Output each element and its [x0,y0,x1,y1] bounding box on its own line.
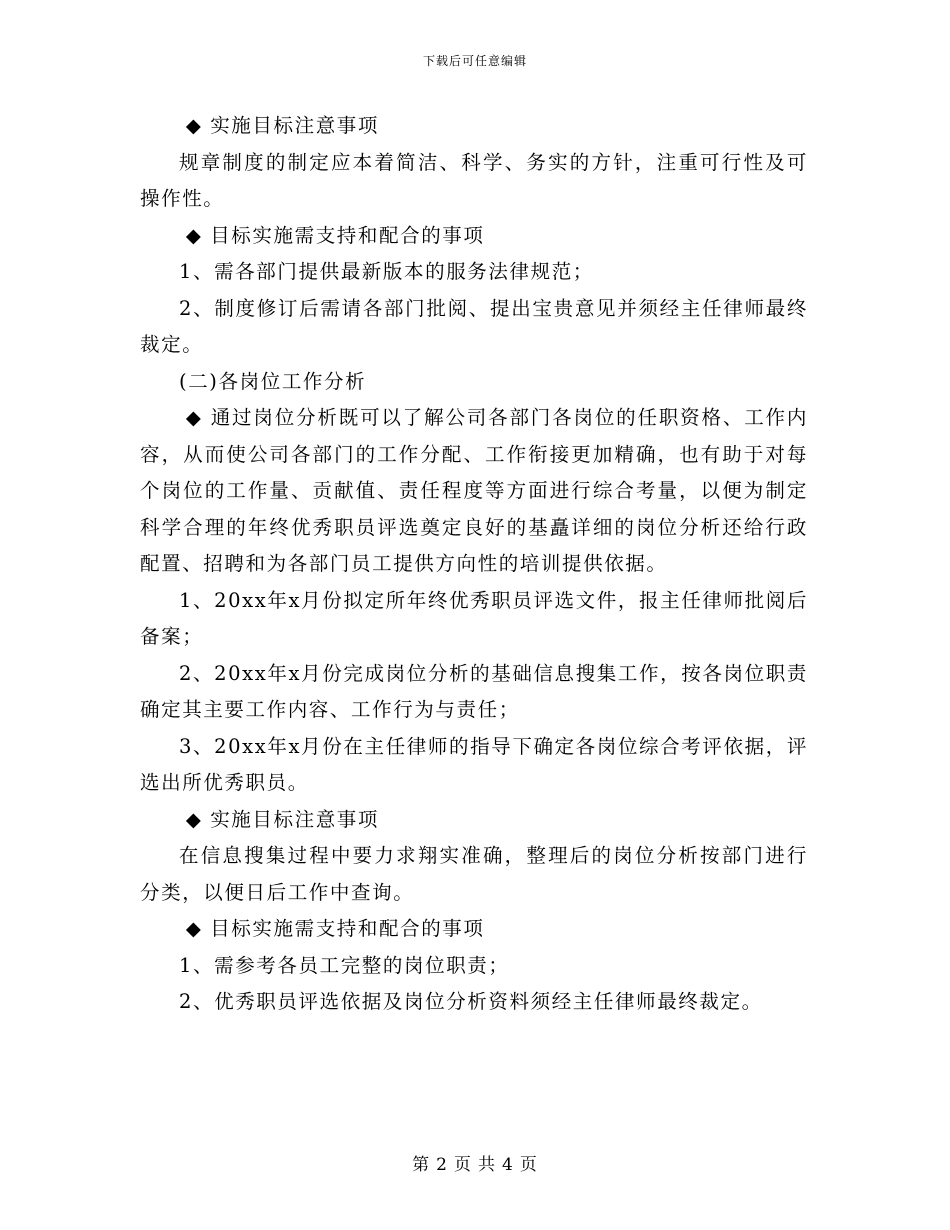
page-number-total: 4 [502,1155,514,1175]
list-item: 2、制度修订后需请各部门批阅、提出宝贵意见并须经主任律师最终裁定。 [140,296,808,356]
footer-label-gong: 共 [478,1155,496,1175]
paragraph-heading-support: ◆ 目标实施需支持和配合的事项 [185,223,485,247]
list-item: 2、优秀职员评选依据及岗位分析资料须经主任律师最终裁定。 [179,990,763,1013]
document-body [140,108,808,1021]
footer-label-ye: 页 [454,1155,472,1175]
page-header: 下载后可任意编辑 [422,54,527,68]
list-item: 3、20xx年x月份在主任律师的指导下确定各岗位综合考评依据，评选出所优秀职员。 [140,734,808,794]
list-item: 1、需各部门提供最新版本的服务法律规范； [179,260,594,283]
section-title: (二)各岗位工作分析 [179,369,367,393]
footer-label-di: 第 [412,1155,431,1175]
paragraph: 规章制度的制定应本着简洁、科学、务实的方针，注重可行性及可操作性。 [140,150,808,210]
paragraph-heading-notes: ◆ 实施目标注意事项 [185,114,380,137]
footer-label-ye2: 页 [519,1155,538,1175]
paragraph-heading-notes: ◆ 实施目标注意事项 [185,807,380,831]
list-item: 1、20xx年x月份拟定所年终优秀职员评选文件，报主任律师批阅后备案； [140,588,808,648]
list-item: 2、20xx年x月份完成岗位分析的基础信息搜集工作，按各岗位职责确定其主要工作内容、工作行为与责任； [140,661,808,721]
paragraph-heading-support: ◆ 目标实施需支持和配合的事项 [185,917,485,940]
paragraph: ◆ 通过岗位分析既可以了解公司各部门各岗位的任职资格、工作内容，从而使公司各部门的工作分配、工作衔接更加精确，也有助于对每个岗位的工作量、贡献值、责任程度等方面进行综合考量，以便为制定科学合理的年终优秀职员评选奠定良好的基矗详细的岗位分析还给行政配置、招聘和为各部门员工提供方向性的培训提供依据。 [140,406,808,575]
page-footer [0,1154,950,1176]
page-number-current: 2 [436,1155,448,1175]
paragraph: 在信息搜集过程中要力求翔实准确，整理后的岗位分析按部门进行分类，以便日后工作中查询。 [140,844,808,904]
list-item: 1、需参考各员工完整的岗位职责； [179,953,510,977]
